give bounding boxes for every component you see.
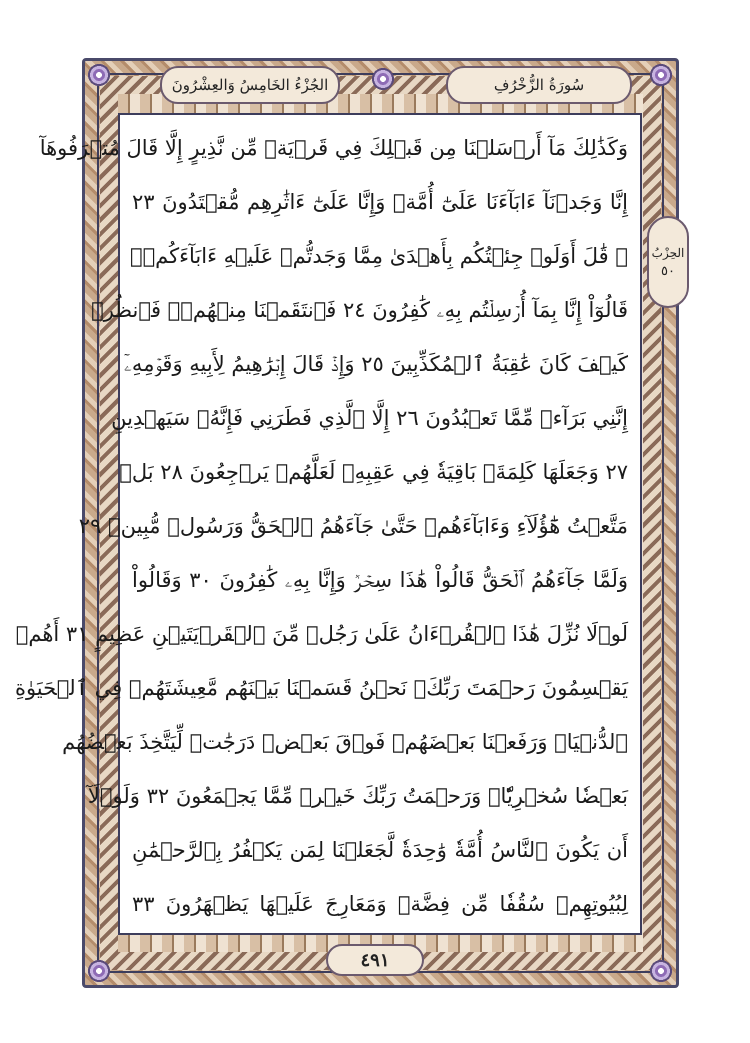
verse-line: إِنَّنِي بَرَآءٞ مِّمَّا تَعۡبُدُونَ ٢٦ إِلَّا ٱلَّذِي فَطَرَنِي فَإِنَّهُۥ سَيَهۡدِينِ <box>111 406 628 430</box>
verse-line: وَلَمَّا جَآءَهُمُ ٱلۡحَقُّ قَالُواْ هَٰذَا سِحۡرٞ وَإِنَّا بِهِۦ كَٰفِرُونَ ٣٠ وَقَالُواْ <box>132 568 629 592</box>
verse-line: يَقۡسِمُونَ رَحۡمَتَ رَبِّكَۚ نَحۡنُ قَسَمۡنَا بَيۡنَهُم مَّعِيشَتَهُمۡ فِي ٱلۡحَيَوٰةِ <box>14 676 628 700</box>
hizb-label: الحِزْبُ <box>651 245 685 260</box>
verse-line: ٱلدُّنۡيَاۚ وَرَفَعۡنَا بَعۡضَهُمۡ فَوۡقَ بَعۡضٖ دَرَجَٰتٖ لِّيَتَّخِذَ بَعۡضُهُم <box>62 730 628 754</box>
flower-ornament-icon <box>370 66 396 92</box>
verse-line: مَتَّعۡتُ هَٰٓؤُلَآءِ وَءَابَآءَهُمۡ حَتَّىٰ جَآءَهُمُ ٱلۡحَقُّ وَرَسُولٞ مُّبِينٞ ٢٩ <box>78 514 628 538</box>
surah-name-header: سُورَةُ الزُّخْرُفِ <box>446 66 632 104</box>
verse-line: إِنَّا وَجَدۡنَآ ءَابَآءَنَا عَلَىٰٓ أُمَّةٖ وَإِنَّا عَلَىٰٓ ءَاثَٰرِهِم مُّقۡتَدُونَ ٢٣ <box>132 190 628 214</box>
verse-line: وَكَذَٰلِكَ مَآ أَرۡسَلۡنَا مِن قَبۡلِكَ فِي قَرۡيَةٖ مِّن نَّذِيرٍ إِلَّا قَالَ مُتۡرَفُوهَآ <box>39 136 628 160</box>
verse-line: لَوۡلَا نُزِّلَ هَٰذَا ٱلۡقُرۡءَانُ عَلَىٰ رَجُلٖ مِّنَ ٱلۡقَرۡيَتَيۡنِ عَظِيمٍ ٣١ أَهُمۡ <box>15 622 628 646</box>
verse-line: قَالُوٓاْ إِنَّا بِمَآ أُرۡسِلۡتُم بِهِۦ كَٰفِرُونَ ٢٤ فَٱنتَقَمۡنَا مِنۡهُمۡۖ فَٱنظُرۡ <box>91 298 628 322</box>
juz-label-header: الجُزْءُ الخَامِسُ وَالعِشْرُونَ <box>160 66 340 104</box>
corner-rosette-icon <box>86 958 112 984</box>
verse-line: لِبُيُوتِهِمۡ سُقُفٗا مِّن فِضَّةٖ وَمَعَارِجَ عَلَيۡهَا يَظۡهَرُونَ ٣٣ <box>132 892 628 916</box>
hizb-marker <box>647 216 689 308</box>
verse-line: كَيۡفَ كَانَ عَٰقِبَةُ ٱلۡمُكَذِّبِينَ ٢٥ وَإِذۡ قَالَ إِبۡرَٰهِيمُ لِأَبِيهِ وَقَوۡمِهِۦٓ <box>123 352 628 376</box>
verse-line: ۞ قَٰلَ أَوَلَوۡ جِئۡتُكُم بِأَهۡدَىٰ مِمَّا وَجَدتُّمۡ عَلَيۡهِ ءَابَآءَكُمۡۖ <box>129 244 628 268</box>
verse-line: بَعۡضٗا سُخۡرِيّٗاۗ وَرَحۡمَتُ رَبِّكَ خَيۡرٞ مِّمَّا يَجۡمَعُونَ ٣٢ وَلَوۡلَآ <box>87 784 628 808</box>
corner-rosette-icon <box>648 62 674 88</box>
verse-line: ٢٧ وَجَعَلَهَا كَلِمَةَۢ بَاقِيَةٗ فِي عَقِبِهِۦ لَعَلَّهُمۡ يَرۡجِعُونَ ٢٨ بَلۡ <box>119 460 628 484</box>
verse-line: أَن يَكُونَ ٱلنَّاسُ أُمَّةٗ وَٰحِدَةٗ لَّجَعَلۡنَا لِمَن يَكۡفُرُ بِٱلرَّحۡمَٰنِ <box>132 838 628 862</box>
corner-rosette-icon <box>648 958 674 984</box>
page-number: ٤٩١ <box>326 944 424 976</box>
hizb-number: ٥٠ <box>661 263 675 279</box>
corner-rosette-icon <box>86 62 112 88</box>
